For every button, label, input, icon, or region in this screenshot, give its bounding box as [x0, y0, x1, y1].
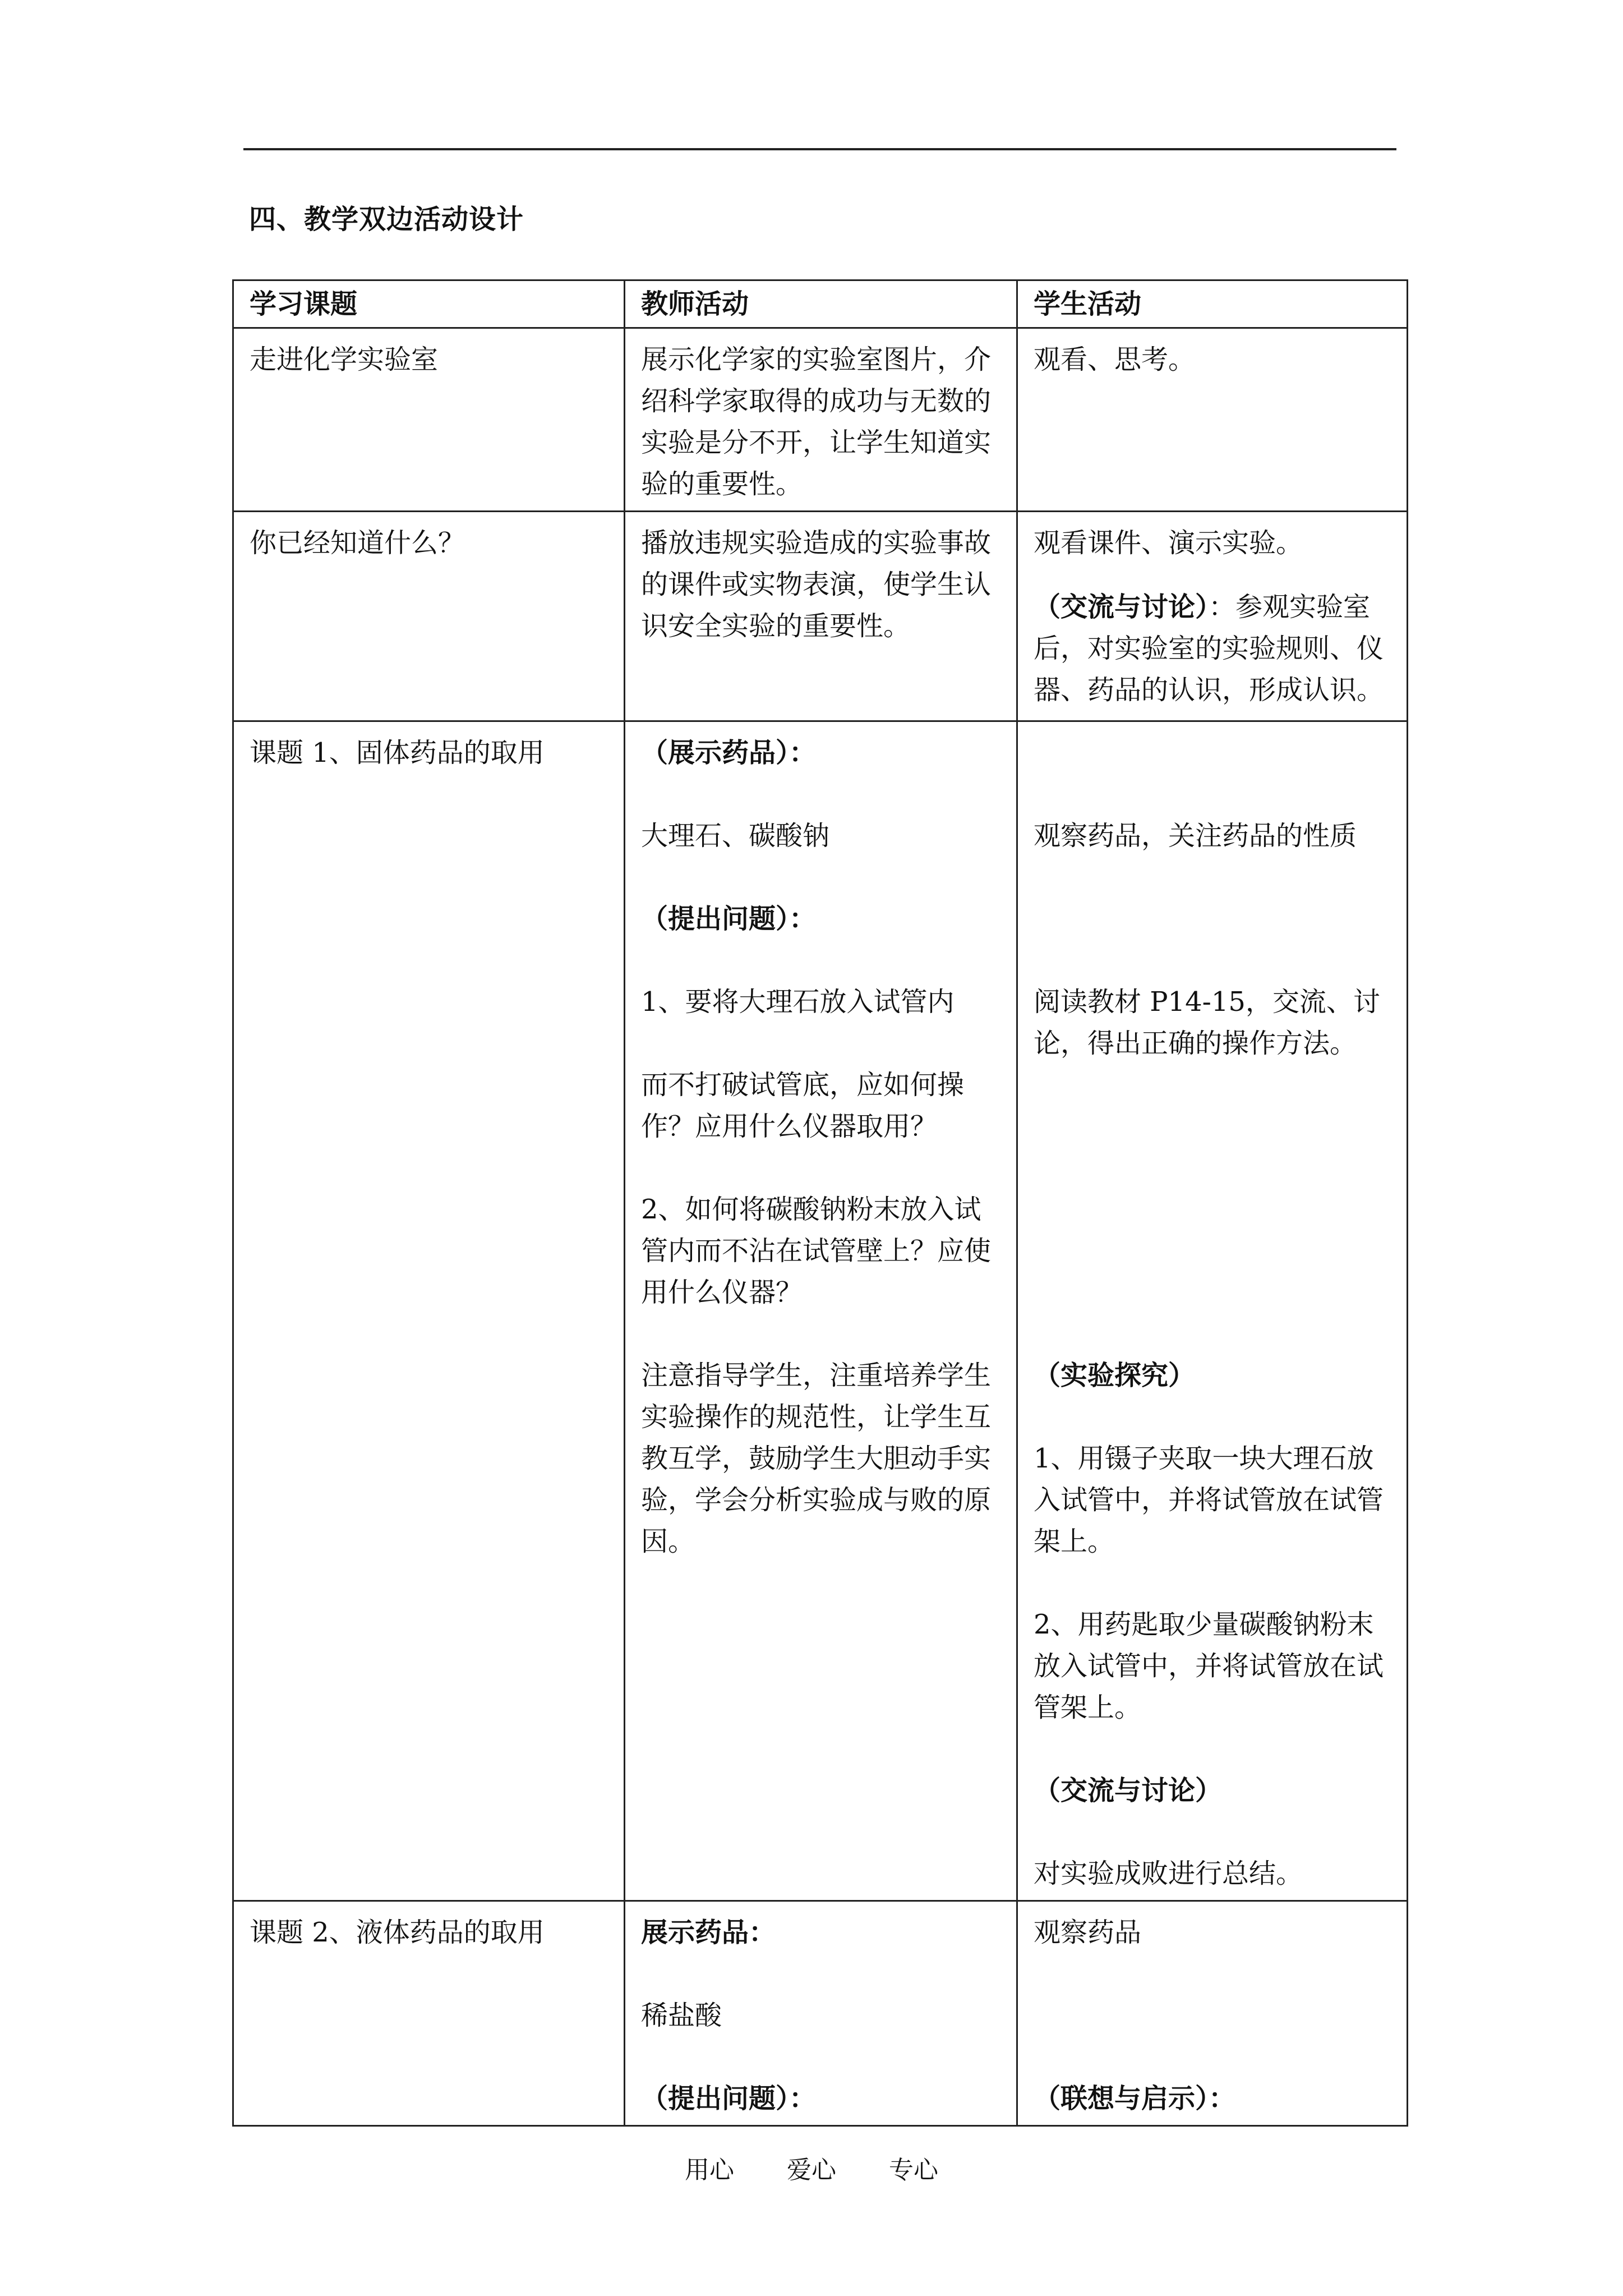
- header-teacher: 教师活动: [625, 280, 1017, 328]
- drug-name: 稀盐酸: [641, 2000, 722, 2031]
- activity-table: [232, 279, 1408, 2127]
- explore-label: （实验探究）: [1034, 1360, 1196, 1391]
- teacher-text: 展示化学家的实验室图片，介绍科学家取得的成功与无数的实验是分不开，让学生知道实验的重要性。: [641, 344, 992, 500]
- topic-cell: [233, 1901, 625, 2126]
- discussion-paragraph: [1034, 586, 1392, 711]
- header-student: 学生活动: [1017, 280, 1408, 328]
- table-row: [233, 721, 1408, 1901]
- discussion-label: （交流与讨论）: [1034, 591, 1209, 623]
- header-topic: 学习课题: [233, 280, 625, 328]
- question-label: （提出问题）：: [641, 2083, 817, 2114]
- topic-text: 走进化学实验室: [250, 344, 439, 375]
- read-text: 阅读教材 P14-15，交流、讨论，得出正确的操作方法。: [1034, 986, 1380, 1059]
- teacher-cell: [625, 1901, 1017, 2126]
- question-label: （提出问题）：: [641, 903, 817, 935]
- student-cell: [1017, 721, 1408, 1901]
- section-heading: 四、教学双边活动设计: [249, 204, 524, 235]
- header-rule: [243, 148, 1396, 150]
- topic-text: 课题 2、液体药品的取用: [250, 1917, 545, 1948]
- show-drugs-label: 展示药品：: [641, 1917, 776, 1948]
- question-1a: 1、要将大理石放入试管内: [641, 986, 955, 1018]
- observe-text: 观察药品: [1034, 1917, 1142, 1948]
- footer-word: 专心: [889, 2156, 938, 2184]
- student-cell: [1017, 328, 1408, 512]
- drug-list: 大理石、碳酸钠: [641, 820, 830, 852]
- inspire-label: （联想与启示）：: [1034, 2083, 1236, 2114]
- page-footer: [0, 2150, 1623, 2185]
- table-header-row: [233, 280, 1408, 328]
- student-text: 观看、思考。: [1034, 344, 1196, 375]
- topic-cell: [233, 328, 625, 512]
- topic-text: 课题 1、固体药品的取用: [250, 737, 545, 769]
- student-cell: [1017, 1901, 1408, 2126]
- footer-word: 爱心: [787, 2156, 836, 2184]
- question-2: 2、如何将碳酸钠粉末放入试管内而不沾在试管壁上？应使用什么仪器？: [641, 1194, 992, 1308]
- teacher-note: 注意指导学生，注重培养学生实验操作的规范性，让学生互教互学，鼓励学生大胆动手实验，学会分析实验成与败的原因。: [641, 1360, 992, 1557]
- topic-cell: [233, 512, 625, 721]
- question-1b: 而不打破试管底，应如何操作？应用什么仪器取用？: [641, 1069, 965, 1142]
- student-text: 观看课件、演示实验。: [1034, 527, 1303, 559]
- table-row: [233, 328, 1408, 512]
- teacher-cell: [625, 512, 1017, 721]
- teacher-cell: [625, 721, 1017, 1901]
- teacher-cell: [625, 328, 1017, 512]
- topic-cell: [233, 721, 625, 1901]
- table-row: [233, 512, 1408, 721]
- step-2: 2、用药匙取少量碳酸钠粉末放入试管中，并将试管放在试管架上。: [1034, 1609, 1384, 1723]
- observe-text: 观察药品，关注药品的性质: [1034, 820, 1357, 852]
- show-drugs-label: （展示药品）：: [641, 737, 817, 769]
- discussion-label: （交流与讨论）: [1034, 1775, 1223, 1806]
- student-cell: [1017, 512, 1408, 721]
- topic-text: 你已经知道什么？: [250, 527, 465, 559]
- discussion-text: ：参观实验室后，对实验室的实验规则、仪器、药品的认识，形成认识。: [1034, 591, 1384, 706]
- footer-word: 用心: [685, 2156, 734, 2184]
- step-1: 1、用镊子夹取一块大理石放入试管中，并将试管放在试管架上。: [1034, 1443, 1384, 1557]
- summary-text: 对实验成败进行总结。: [1034, 1858, 1303, 1889]
- table-row: [233, 1901, 1408, 2126]
- teacher-text: 播放违规实验造成的实验事故的课件或实物表演，使学生认识安全实验的重要性。: [641, 527, 992, 642]
